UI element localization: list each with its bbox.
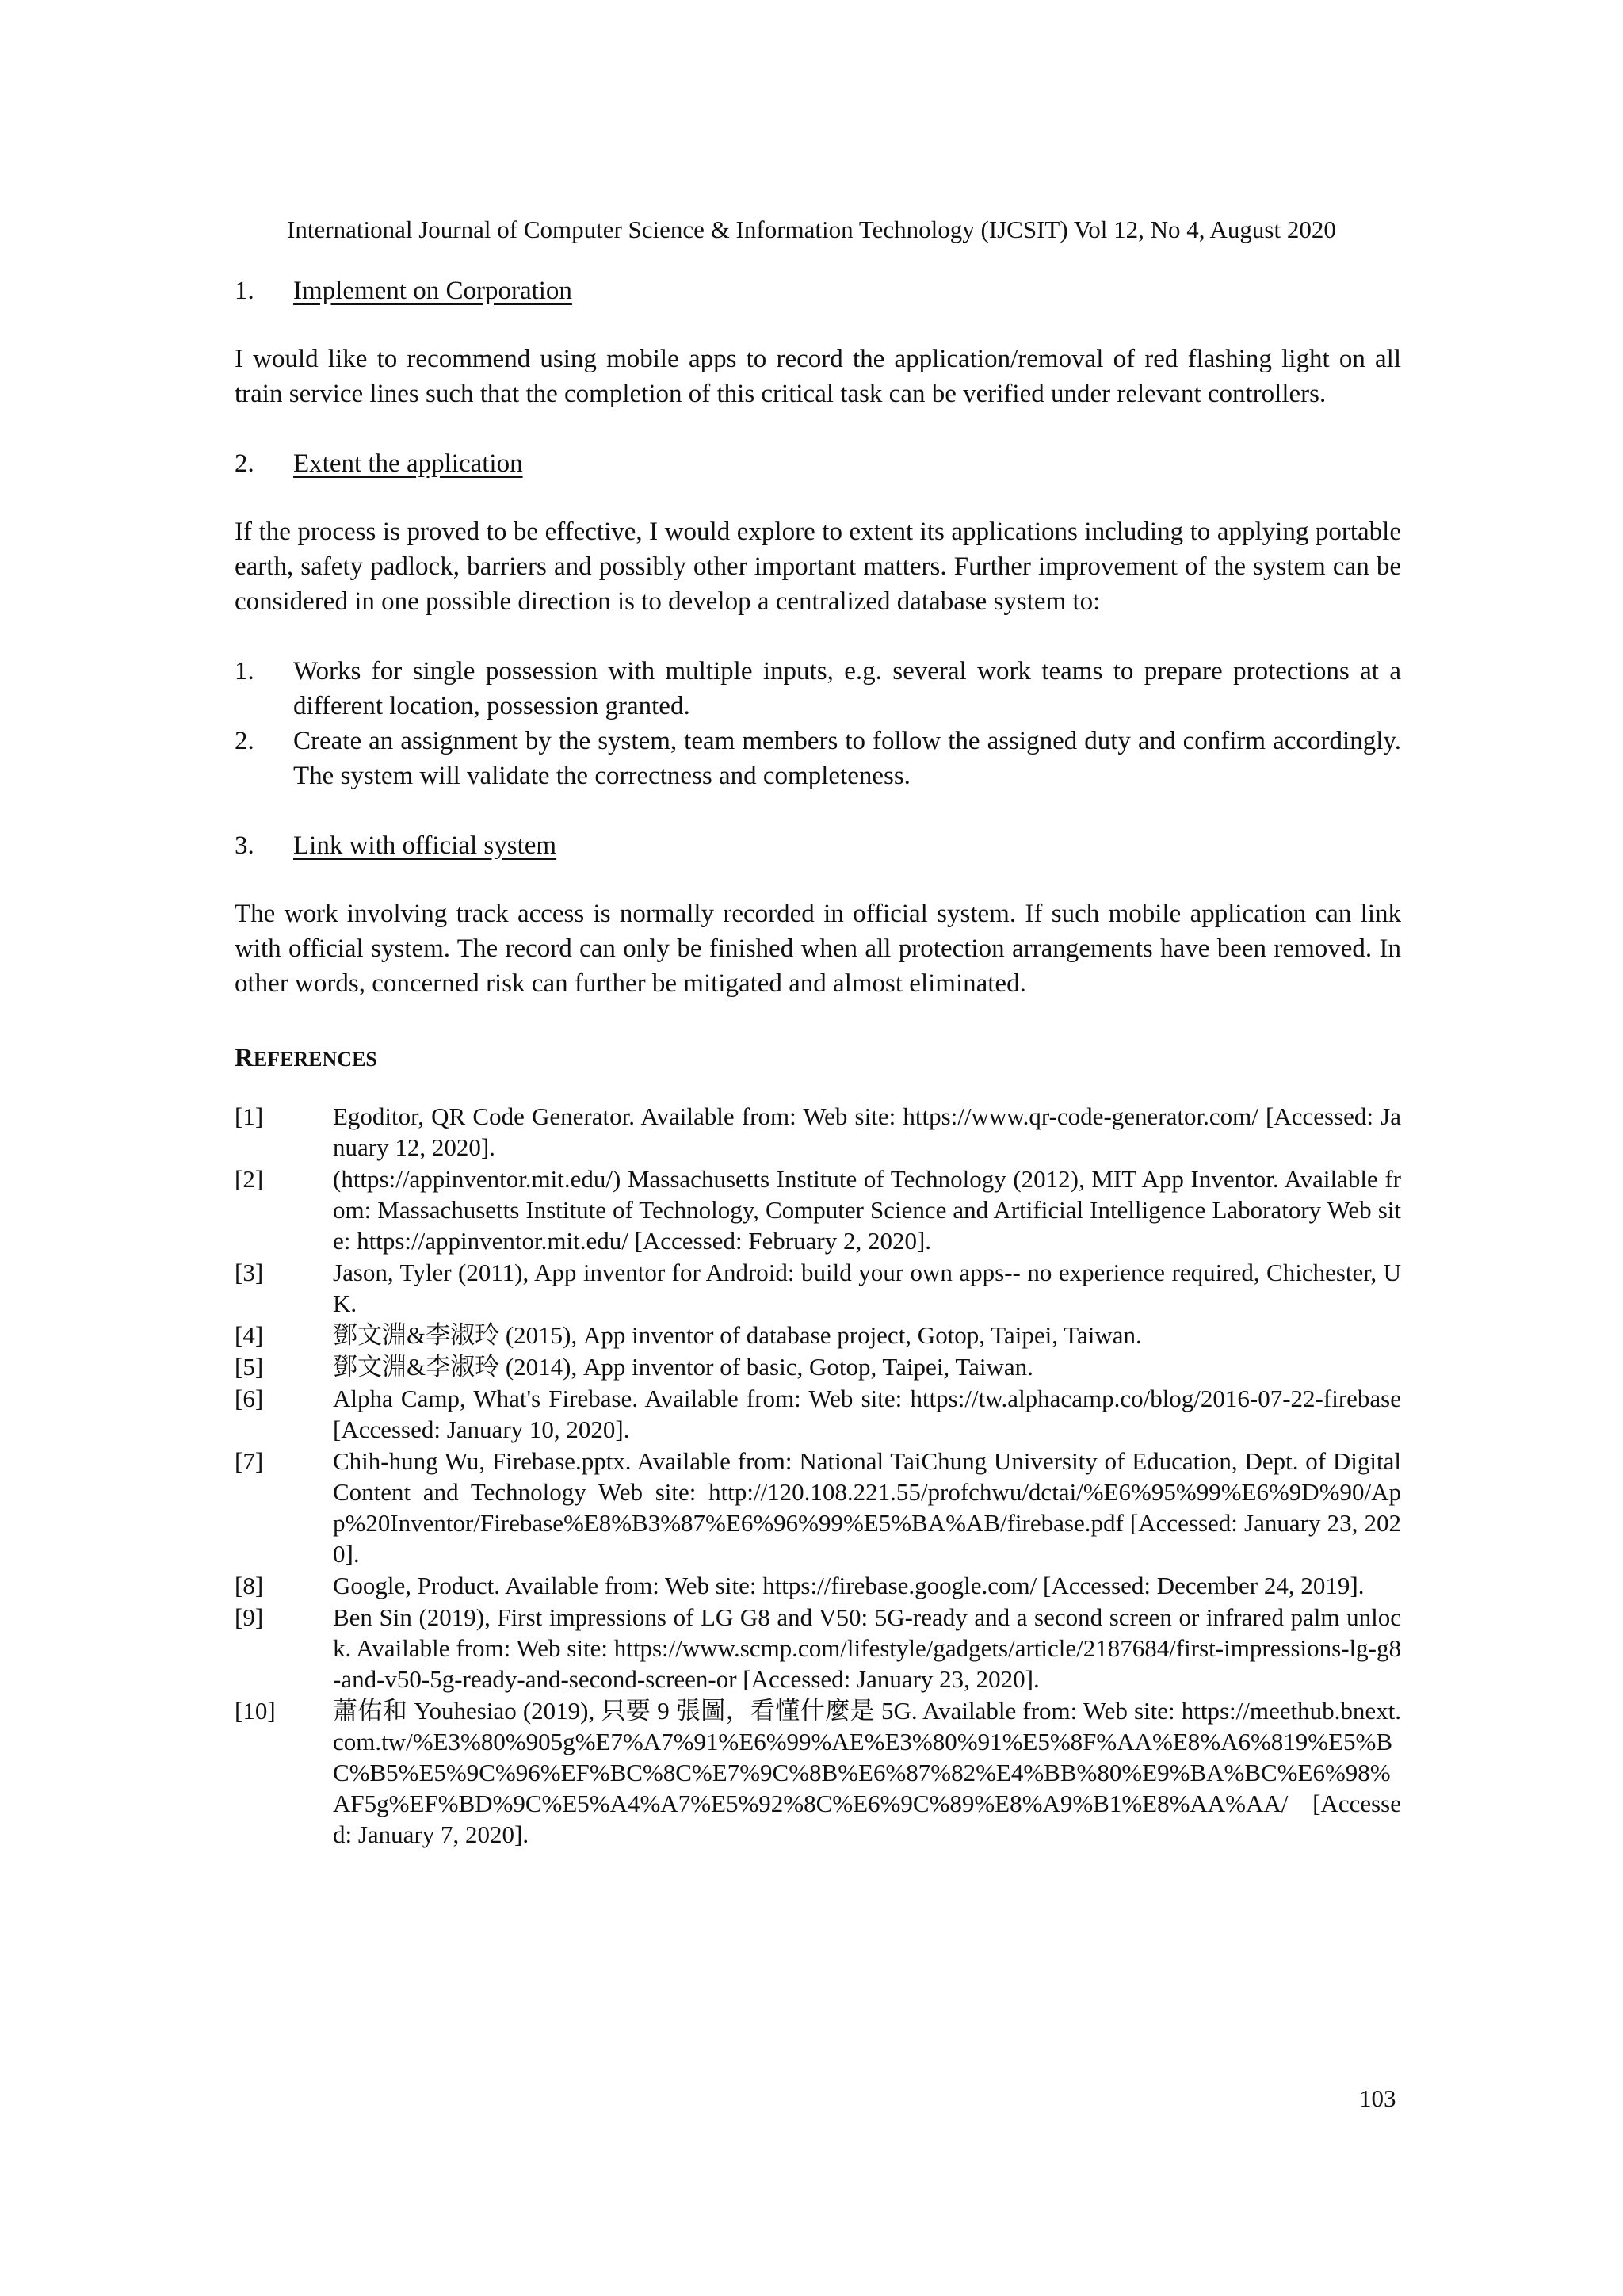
section-heading-1: [235, 273, 1401, 308]
section-paragraph-2: If the process is proved to be effective, I would explore to extent its applications including to applying portable earth, safety padlock, barriers and possibly other important matters. Further improvement of the system can be considered in one possible direction is to develop a centralized database system to:: [235, 518, 1401, 616]
journal-header: International Journal of Computer Science & Information Technology (IJCSIT) Vol 12, No 4, August 2020: [287, 216, 1336, 243]
reference-item: [235, 1257, 1401, 1319]
section-paragraph-1: I would like to recommend using mobile apps to record the application/removal of red flashing light on all train service lines such that the completion of this critical task can be verified under relevant controllers.: [235, 345, 1401, 408]
list-item-text: Works for single possession with multiple inputs, e.g. several work teams to prepare protections at a different location, possession granted.: [293, 657, 1401, 720]
list-item: [235, 654, 1401, 724]
references-heading: [235, 1041, 1401, 1077]
reference-item: [235, 1320, 1401, 1350]
reference-text: 鄧文淵&李淑玲 (2015), App inventor of database project, Gotop, Taipei, Taiwan.: [333, 1321, 1142, 1349]
section-title: Implement on Corporation: [293, 277, 572, 305]
section-number: 3.: [235, 831, 254, 860]
main-content: [235, 273, 1401, 1851]
reference-label: [9]: [235, 1603, 264, 1631]
reference-text: Alpha Camp, What's Firebase. Available from: Web site: https://tw.alphacamp.co/blog/2016-07-22-firebase [Accessed: January 10, 2020].: [333, 1385, 1401, 1443]
section-title: Extent the application: [293, 449, 523, 478]
reference-label: [7]: [235, 1447, 264, 1475]
reference-label: [3]: [235, 1259, 264, 1286]
reference-label: [1]: [235, 1102, 264, 1130]
page-number: 103: [1359, 2084, 1396, 2112]
reference-text: (https://appinventor.mit.edu/) Massachusetts Institute of Technology (2012), MIT App Inventor. Available from: Massachusetts Institute of Technology, Computer Science and Artificial Intelligence Laboratory Web site: https://appinventor.mit.edu/ [Accessed: February 2, 2020].: [333, 1165, 1401, 1255]
numbered-list: [235, 654, 1401, 793]
reference-label: [8]: [235, 1572, 264, 1599]
section-heading-2: [235, 446, 1401, 481]
reference-label: [10]: [235, 1697, 276, 1725]
reference-label: [5]: [235, 1353, 264, 1381]
reference-text: Egoditor, QR Code Generator. Available from: Web site: https://www.qr-code-generator.com/ [Accessed: January 12, 2020].: [333, 1102, 1401, 1161]
reference-label: [4]: [235, 1321, 264, 1349]
list-item: [235, 724, 1401, 793]
reference-item: [235, 1101, 1401, 1163]
reference-item: [235, 1695, 1401, 1850]
section-title: Link with official system: [293, 831, 557, 860]
section-paragraph-3: The work involving track access is normally recorded in official system. If such mobile application can link with official system. The record can only be finished when all protection arrangements have been removed. In other words, concerned risk can further be mitigated and almost eliminated.: [235, 900, 1401, 998]
list-item-label: 1.: [235, 657, 254, 686]
references-list: [235, 1101, 1401, 1850]
reference-text: Ben Sin (2019), First impressions of LG G8 and V50: 5G-ready and a second screen or infrared palm unlock. Available from: Web site: https://www.scmp.com/lifestyle/gadgets/article/2187684/first-impressions-lg-g8-and-v50-5g-ready-and-second-screen-or [Accessed: January 23, 2020].: [333, 1603, 1401, 1693]
reference-text: Jason, Tyler (2011), App inventor for Android: build your own apps-- no experience required, Chichester, UK.: [333, 1259, 1401, 1317]
reference-label: [2]: [235, 1165, 264, 1193]
list-item-label: 2.: [235, 727, 254, 755]
reference-item: [235, 1570, 1401, 1601]
references-heading-rest: EFERENCES: [253, 1048, 377, 1071]
section-heading-3: [235, 828, 1401, 863]
reference-text: Chih-hung Wu, Firebase.pptx. Available from: National TaiChung University of Education, Dept. of Digital Content and Technology Web site: http://120.108.221.55/profchwu/dctai/%E6%95%99%E6%9D%90/App%20Inventor/Firebase%E8%B3%87%E6%96%99%E5%BA%AB/firebase.pdf [Accessed: January 23, 2020].: [333, 1447, 1401, 1568]
reference-item: [235, 1351, 1401, 1382]
reference-item: [235, 1163, 1401, 1256]
section-number: 2.: [235, 449, 254, 478]
reference-label: [6]: [235, 1385, 264, 1412]
list-item-text: Create an assignment by the system, team members to follow the assigned duty and confirm accordingly. The system will validate the correctness and completeness.: [293, 727, 1401, 790]
reference-text: 鄧文淵&李淑玲 (2014), App inventor of basic, Gotop, Taipei, Taiwan.: [333, 1353, 1033, 1381]
reference-item: [235, 1383, 1401, 1445]
reference-text: Google, Product. Available from: Web site: https://firebase.google.com/ [Accessed: December 24, 2019].: [333, 1572, 1365, 1599]
references-heading-initial: R: [235, 1044, 254, 1072]
reference-item: [235, 1446, 1401, 1569]
reference-item: [235, 1602, 1401, 1694]
section-number: 1.: [235, 277, 254, 305]
reference-text: 蕭佑和 Youhesiao (2019), 只要 9 張圖，看懂什麼是 5G. Available from: Web site: https://meethub.bnext.com.tw/%E3%80%905g%E7%A7%91%E6%99%AE%E3%80%91%E5%8F%AA%E8%A6%819%E5%BC%B5%E5%9C%96%EF%BC%8C%E7%9C%8B%E6%87%82%E4%BB%80%E9%BA%BC%E6%98%AF5g%EF%BD%9C%E5%A4%A7%E5%92%8C%E6%9C%89%E8%A9%B1%E8%AA%AA/ [Accessed: January 7, 2020].: [333, 1697, 1401, 1848]
